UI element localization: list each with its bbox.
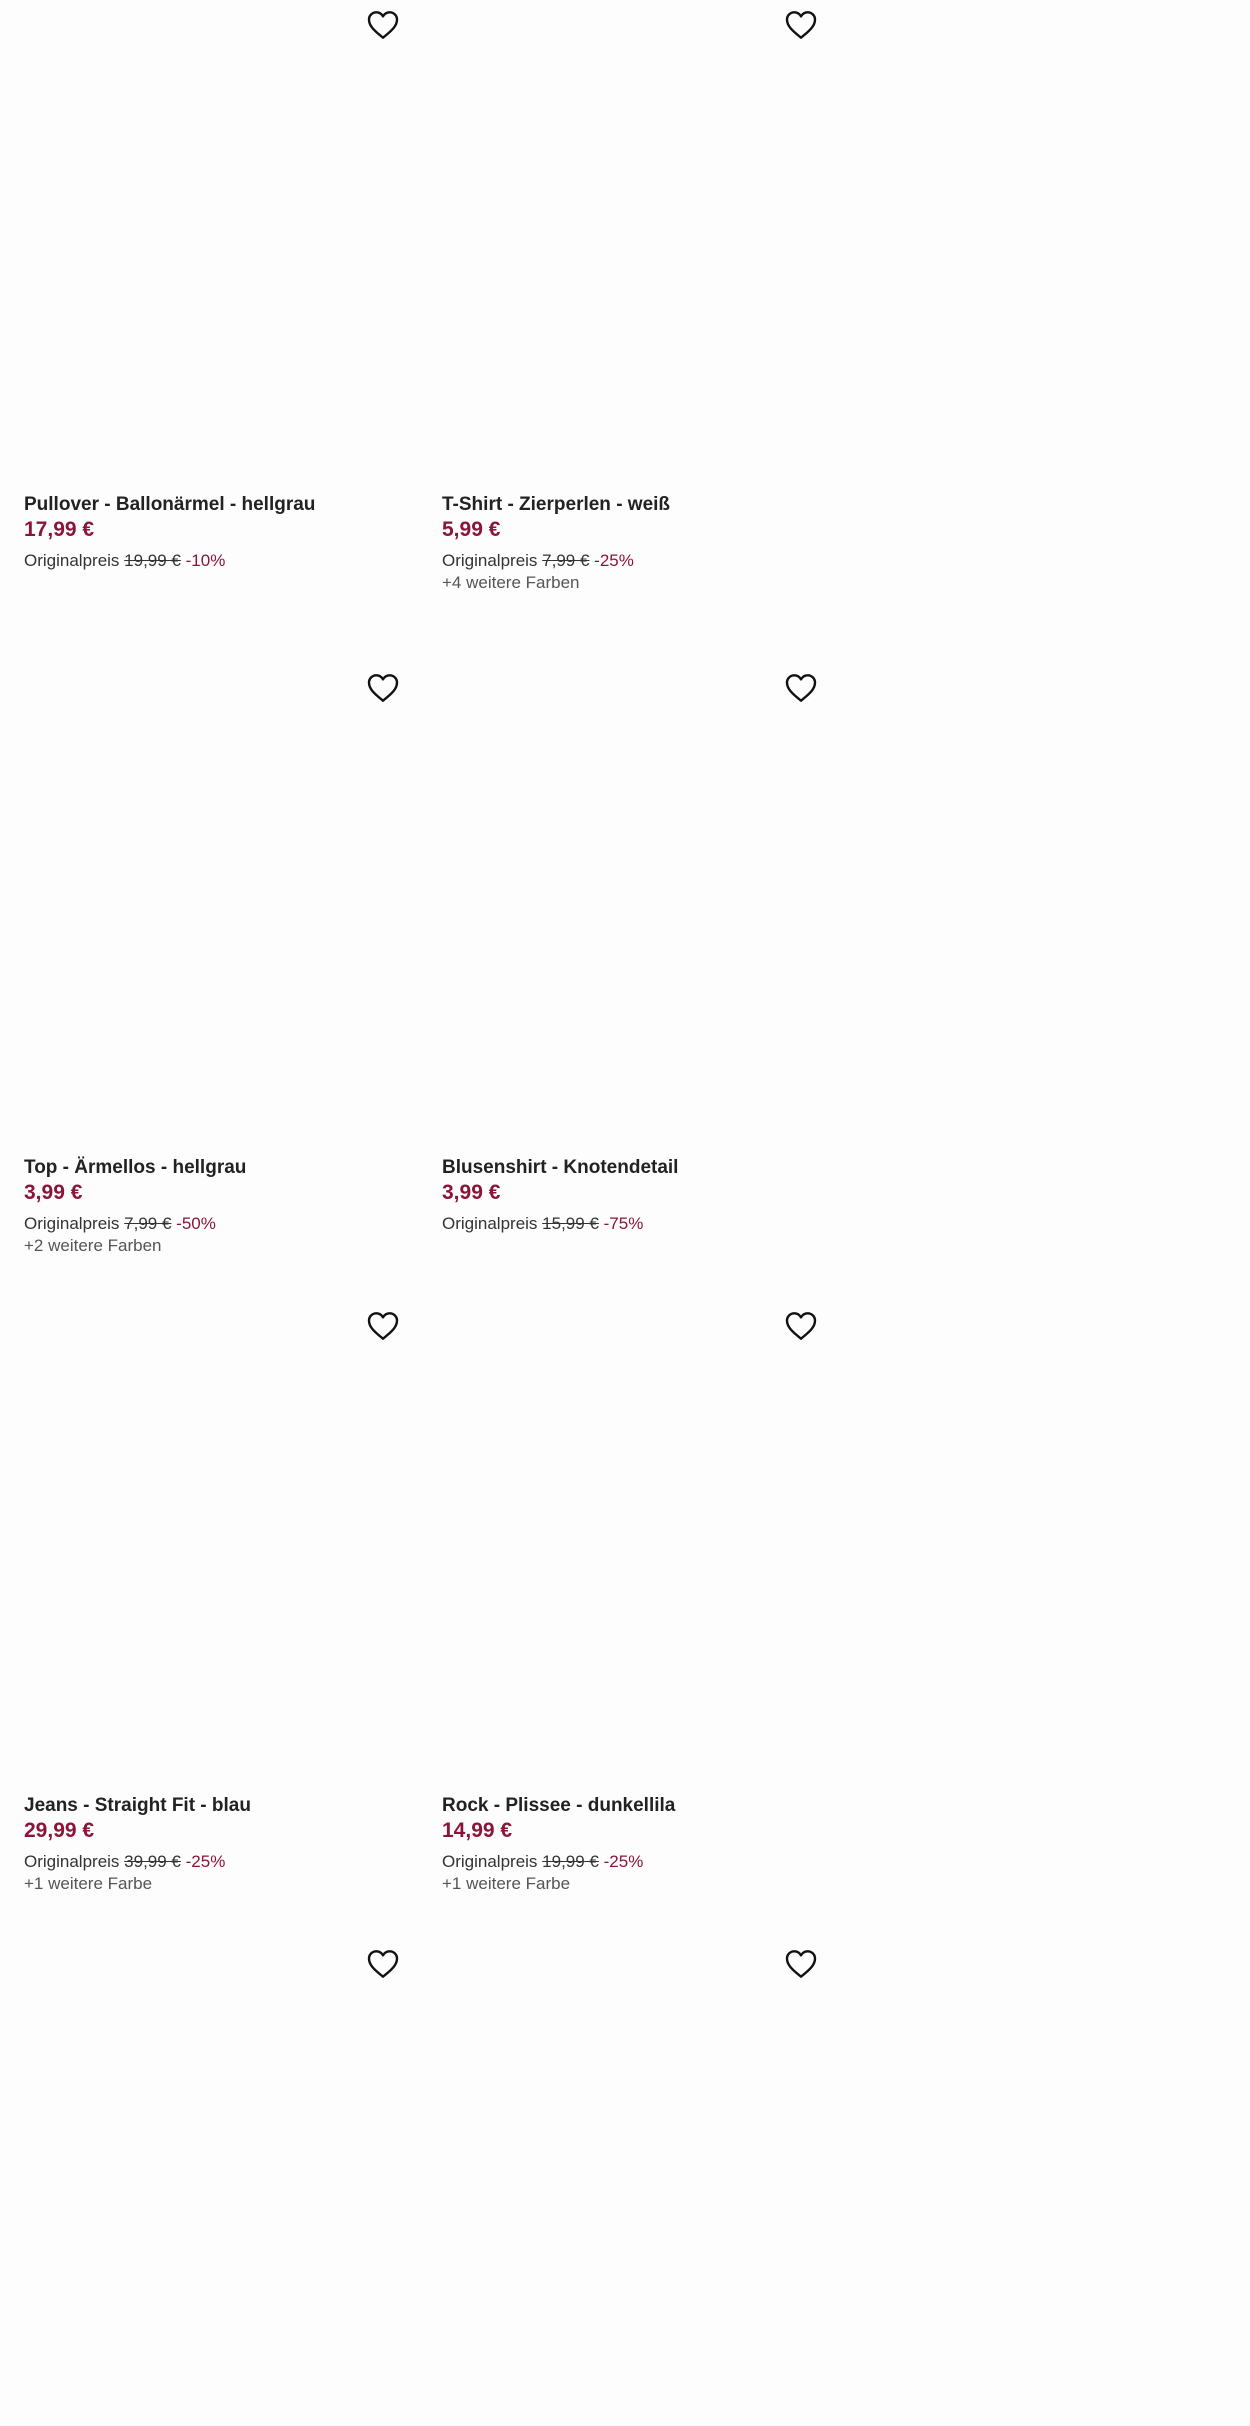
discount-badge: -25%: [185, 1852, 226, 1871]
original-price-line: [442, 1851, 828, 1873]
wishlist-button[interactable]: [366, 1947, 400, 1981]
original-price-line: [442, 1213, 828, 1235]
original-price-label: Originalpreis: [442, 1852, 538, 1871]
product-title[interactable]: T-Shirt - Zierperlen - weiß: [442, 494, 671, 515]
original-price-label: Originalpreis: [24, 1852, 120, 1871]
product-image[interactable]: [24, 1301, 410, 1793]
more-colors[interactable]: +1 weitere Farbe: [24, 1874, 153, 1893]
product-card[interactable]: [442, 0, 828, 593]
heart-outline-icon: [785, 1311, 817, 1341]
product-title[interactable]: Pullover - Ballonärmel - hellgrau: [24, 494, 316, 515]
more-colors[interactable]: +2 weitere Farben: [24, 1236, 162, 1255]
discount-badge: -25%: [594, 551, 634, 570]
product-image[interactable]: [24, 1939, 410, 2419]
product-price: 3,99 €: [442, 1181, 501, 1204]
original-price: 7,99 €: [542, 551, 590, 570]
wishlist-button[interactable]: [784, 1947, 818, 1981]
product-image[interactable]: [24, 0, 410, 492]
product-image[interactable]: [442, 1301, 828, 1793]
original-price-line: [24, 1213, 410, 1235]
product-price: 29,99 €: [24, 1819, 95, 1842]
product-title[interactable]: Rock - Plissee - dunkellila: [442, 1795, 676, 1816]
discount-badge: -50%: [176, 1214, 216, 1233]
original-price: 19,99 €: [124, 551, 181, 570]
wishlist-button[interactable]: [366, 1309, 400, 1343]
heart-outline-icon: [367, 1949, 399, 1979]
more-colors[interactable]: +1 weitere Farbe: [442, 1874, 571, 1893]
product-price: 5,99 €: [442, 518, 501, 541]
wishlist-button[interactable]: [784, 1309, 818, 1343]
product-price: 3,99 €: [24, 1181, 83, 1204]
original-price: 19,99 €: [542, 1852, 599, 1871]
discount-badge: -25%: [603, 1852, 644, 1871]
product-image[interactable]: [442, 663, 828, 1155]
original-price-label: Originalpreis: [442, 1214, 538, 1233]
product-card[interactable]: [24, 1301, 410, 1894]
heart-outline-icon: [367, 10, 399, 40]
product-title[interactable]: Jeans - Straight Fit - blau: [24, 1795, 251, 1816]
product-card[interactable]: [24, 1939, 410, 2419]
product-title[interactable]: Top - Ärmellos - hellgrau: [24, 1157, 247, 1178]
wishlist-button[interactable]: [366, 671, 400, 705]
wishlist-button[interactable]: [366, 8, 400, 42]
product-title[interactable]: Blusenshirt - Knotendetail: [442, 1157, 679, 1178]
product-card[interactable]: [442, 663, 828, 1235]
original-price-line: [24, 1851, 410, 1873]
wishlist-button[interactable]: [784, 671, 818, 705]
product-card[interactable]: [442, 1939, 828, 2419]
original-price-label: Originalpreis: [442, 551, 538, 570]
discount-badge: -10%: [185, 551, 226, 570]
heart-outline-icon: [785, 1949, 817, 1979]
product-card[interactable]: [442, 1301, 828, 1894]
product-image[interactable]: [442, 1939, 828, 2419]
original-price: 39,99 €: [124, 1852, 181, 1871]
product-price: 17,99 €: [24, 518, 95, 541]
original-price-line: [24, 550, 410, 572]
product-card[interactable]: [24, 0, 410, 572]
more-colors[interactable]: +4 weitere Farben: [442, 573, 580, 592]
product-image[interactable]: [442, 0, 828, 492]
original-price: 7,99 €: [124, 1214, 172, 1233]
heart-outline-icon: [367, 1311, 399, 1341]
original-price-label: Originalpreis: [24, 551, 120, 570]
product-price: 14,99 €: [442, 1819, 513, 1842]
original-price-line: [442, 550, 828, 572]
heart-outline-icon: [367, 673, 399, 703]
product-image[interactable]: [24, 663, 410, 1155]
heart-outline-icon: [785, 673, 817, 703]
original-price-label: Originalpreis: [24, 1214, 120, 1233]
wishlist-button[interactable]: [784, 8, 818, 42]
discount-badge: -75%: [603, 1214, 644, 1233]
heart-outline-icon: [785, 10, 817, 40]
original-price: 15,99 €: [542, 1214, 599, 1233]
product-card[interactable]: [24, 663, 410, 1256]
